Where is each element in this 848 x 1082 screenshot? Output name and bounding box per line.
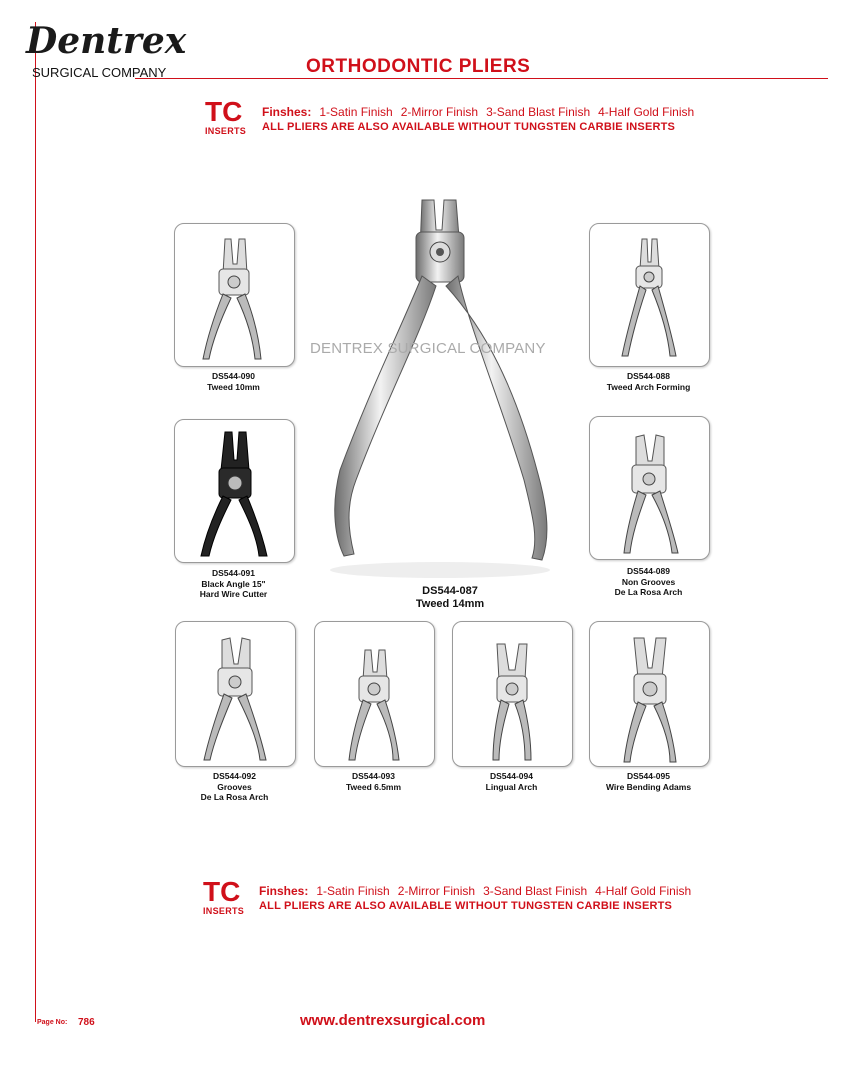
product-name: De La Rosa Arch: [614, 587, 683, 597]
page-number-label: Page No:: [37, 1019, 68, 1026]
product-code: DS544-088: [626, 371, 670, 381]
main-product-name: Tweed 14mm: [415, 598, 485, 610]
finish-item: 4-Half Gold Finish: [598, 105, 695, 119]
website-link[interactable]: www.dentrexsurgical.com: [300, 1012, 486, 1029]
product-name: Non Grooves: [621, 576, 676, 587]
product-card-ds544-095[interactable]: [589, 621, 710, 767]
product-name: Tweed Arch Forming: [606, 381, 691, 392]
page-title: ORTHODONTIC PLIERS: [306, 56, 531, 77]
finish-item: 2-Mirror Finish: [397, 884, 476, 898]
product-card-ds544-088[interactable]: [589, 223, 710, 367]
product-code: DS544-095: [626, 771, 670, 781]
product-code: DS544-089: [626, 566, 670, 576]
brand-subtitle: SURGICAL COMPANY: [32, 65, 167, 80]
product-caption: [589, 371, 708, 392]
page-number: 786: [78, 1017, 95, 1028]
watermark-text: DENTREX SURGICAL COMPANY: [310, 340, 546, 357]
tc-label: TC: [203, 876, 241, 907]
availability-note-bottom: ALL PLIERS ARE ALSO AVAILABLE WITHOUT TUNGSTEN CARBIE INSERTS: [259, 900, 673, 912]
tc-badge-bottom: [203, 878, 244, 916]
availability-note-top: ALL PLIERS ARE ALSO AVAILABLE WITHOUT TUNGSTEN CARBIE INSERTS: [262, 121, 676, 133]
product-code: DS544-093: [351, 771, 395, 781]
product-name: Tweed 6.5mm: [345, 781, 402, 792]
product-card-ds544-092[interactable]: [175, 621, 296, 767]
brand-logo: Dentrex: [26, 20, 187, 62]
product-name: Grooves: [217, 781, 252, 792]
inserts-label: INSERTS: [205, 126, 247, 136]
product-caption: [175, 771, 294, 803]
pliers-image: [590, 224, 709, 366]
pliers-image: [453, 622, 572, 766]
finish-item: 4-Half Gold Finish: [595, 884, 692, 898]
pliers-image: [176, 622, 295, 766]
product-code: DS544-094: [489, 771, 533, 781]
product-code: DS544-092: [212, 771, 256, 781]
finishes-line-top: [262, 103, 694, 121]
finish-item: 3-Sand Blast Finish: [483, 884, 588, 898]
product-caption: [174, 371, 293, 392]
product-card-ds544-094[interactable]: [452, 621, 573, 767]
pliers-image: [175, 420, 294, 562]
product-caption: [452, 771, 571, 792]
tc-label: TC: [205, 96, 243, 127]
product-caption: [174, 568, 293, 600]
left-rule: [35, 22, 36, 1022]
product-name: Wire Bending Adams: [605, 781, 692, 792]
product-name: Black Angle 15": [201, 578, 266, 589]
product-code: DS544-090: [211, 371, 255, 381]
main-product-code: DS544-087: [422, 585, 478, 597]
finish-item: 1-Satin Finish: [319, 105, 393, 119]
product-name: Hard Wire Cutter: [199, 589, 268, 599]
product-name: Tweed 10mm: [207, 381, 260, 392]
product-name: Lingual Arch: [485, 781, 538, 792]
product-caption: [589, 771, 708, 792]
product-card-ds544-093[interactable]: [314, 621, 435, 767]
product-card-ds544-091[interactable]: [174, 419, 295, 563]
product-caption: [314, 771, 433, 792]
product-card-ds544-089[interactable]: [589, 416, 710, 560]
product-caption: [589, 566, 708, 598]
finish-item: 1-Satin Finish: [316, 884, 390, 898]
tc-badge-top: [205, 98, 246, 136]
product-code: DS544-091: [211, 568, 255, 578]
main-product-caption: [390, 585, 510, 611]
header-rule: [135, 78, 828, 79]
product-name: De La Rosa Arch: [200, 792, 269, 802]
finish-item: 2-Mirror Finish: [400, 105, 479, 119]
pliers-image: [175, 224, 294, 366]
finishes-label: Finshes:: [259, 884, 309, 898]
finishes-label: Finshes:: [262, 105, 312, 119]
pliers-image: [315, 622, 434, 766]
finishes-line-bottom: [259, 882, 691, 900]
main-pliers-image: [310, 190, 570, 580]
pliers-image: [590, 622, 709, 766]
pliers-image: [590, 417, 709, 559]
finish-item: 3-Sand Blast Finish: [486, 105, 591, 119]
inserts-label: INSERTS: [203, 906, 245, 916]
product-card-ds544-090[interactable]: [174, 223, 295, 367]
